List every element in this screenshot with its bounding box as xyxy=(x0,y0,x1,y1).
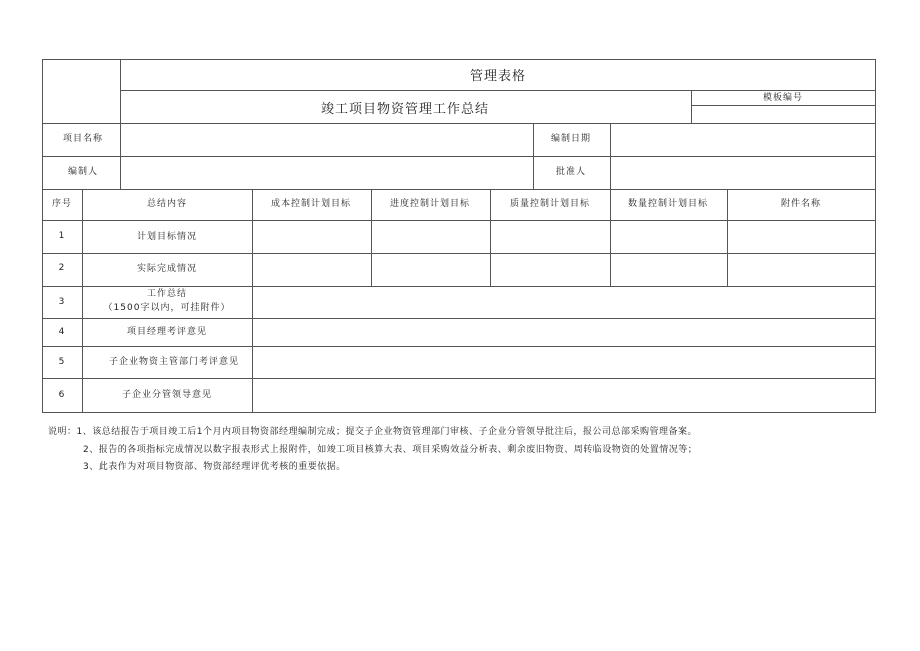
row-content: 子企业物资主管部门考评意见 xyxy=(108,357,240,367)
approver-label: 批准人 xyxy=(555,167,587,177)
header-divider xyxy=(120,59,121,189)
title-underline xyxy=(120,90,875,91)
column-header-quantity: 数量控制计划目标 xyxy=(627,199,709,209)
row-separator xyxy=(42,346,876,347)
row-content: 实际完成情况 xyxy=(136,264,198,274)
table-header-bottom xyxy=(42,220,876,221)
border-right xyxy=(875,59,876,413)
column-separator xyxy=(371,189,372,286)
info-left-divider xyxy=(533,123,534,189)
note-line: 说明：1、该总结报告于项目竣工后1个月内项目物资部经理编制完成；提交子企业物资管理部门审核、子企业分管领导批注后，报公司总部采购管理备案。 xyxy=(48,427,697,437)
border-bottom xyxy=(42,412,876,413)
header-bottom xyxy=(42,123,876,124)
template-no-underline xyxy=(691,105,875,106)
row-separator xyxy=(42,253,876,254)
row-separator xyxy=(42,318,876,319)
column-separator xyxy=(727,189,728,286)
row-content: 子企业分管领导意见 xyxy=(121,390,213,400)
row-content-note: （1500字以内，可挂附件） xyxy=(103,303,231,313)
note-line: 3、此表作为对项目物资部、物资部经理评优考核的重要依据。 xyxy=(83,462,346,472)
form-title: 管理表格 xyxy=(469,69,527,84)
template-no-divider xyxy=(691,90,692,123)
project-name-label: 项目名称 xyxy=(62,134,104,144)
row-number: 3 xyxy=(58,297,66,307)
info-right-divider xyxy=(610,123,611,189)
column-header-attachment: 附件名称 xyxy=(780,199,822,209)
template-no-label: 模板编号 xyxy=(762,93,804,103)
row-number: 5 xyxy=(58,357,66,367)
column-separator xyxy=(610,189,611,286)
row-content: 工作总结 xyxy=(146,289,188,299)
column-header-cost: 成本控制计划目标 xyxy=(270,199,352,209)
column-separator xyxy=(82,189,83,413)
row-separator xyxy=(42,378,876,379)
row-number: 6 xyxy=(58,390,66,400)
border-top xyxy=(42,59,876,60)
border-left xyxy=(42,59,43,413)
row-separator xyxy=(42,286,876,287)
info-divider xyxy=(42,156,876,157)
info-bottom xyxy=(42,189,876,190)
column-header-quality: 质量控制计划目标 xyxy=(509,199,591,209)
form-subtitle: 竣工项目物资管理工作总结 xyxy=(320,102,490,117)
column-header-schedule: 进度控制计划目标 xyxy=(389,199,471,209)
column-header-content: 总结内容 xyxy=(146,199,188,209)
column-header-no: 序号 xyxy=(51,199,73,209)
column-separator xyxy=(252,189,253,413)
column-separator xyxy=(490,189,491,286)
compiler-label: 编制人 xyxy=(67,167,99,177)
row-content: 项目经理考评意见 xyxy=(126,327,208,337)
note-line: 2、报告的各项指标完成情况以数字报表形式上报附件，如竣工项目核算大表、项目采购效益分析表、剩余废旧物资、周转临设物资的处置情况等； xyxy=(83,445,698,455)
row-number: 1 xyxy=(58,231,66,241)
row-content: 计划目标情况 xyxy=(136,232,198,242)
row-number: 4 xyxy=(58,327,66,337)
compile-date-label: 编制日期 xyxy=(550,134,592,144)
row-number: 2 xyxy=(58,263,66,273)
